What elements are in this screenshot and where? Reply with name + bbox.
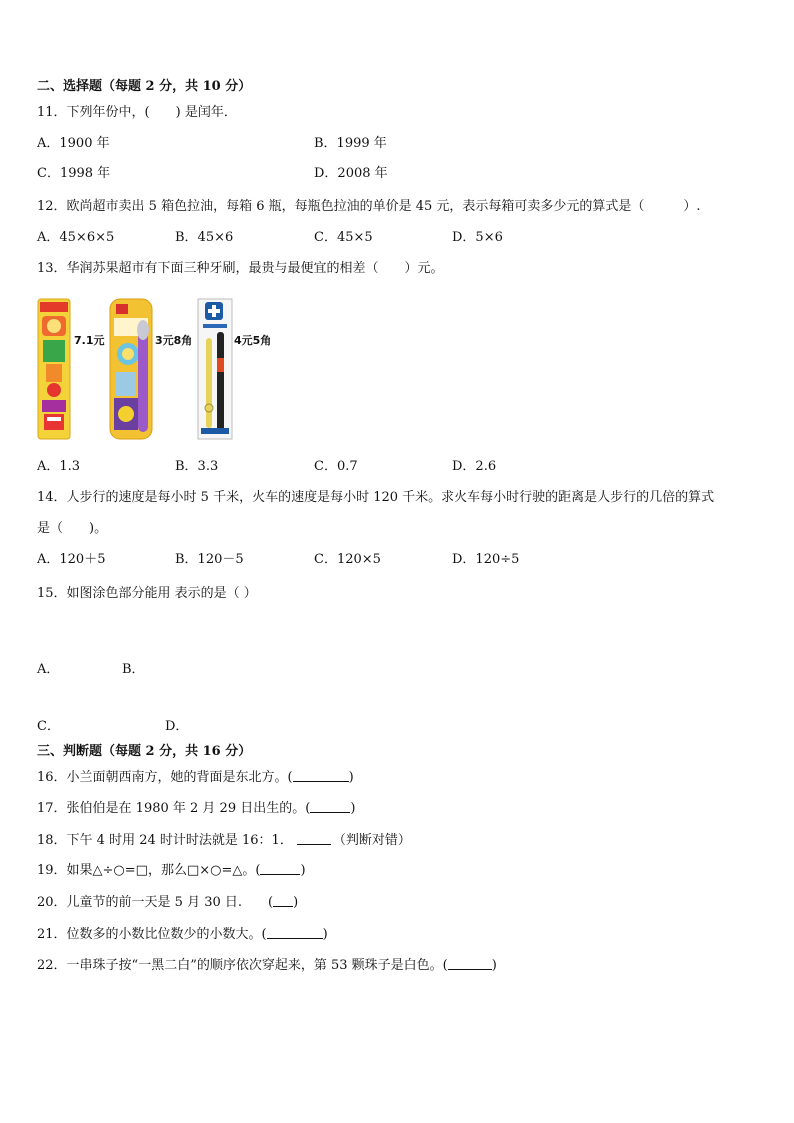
question-19-text: 19．如果△÷○=□，那么□×○=△。( bbox=[37, 863, 261, 878]
q12-option-c: C．45×5 bbox=[314, 230, 373, 245]
q12-option-a: A．45×6×5 bbox=[37, 230, 115, 245]
answer-blank-19[interactable] bbox=[260, 862, 300, 875]
question-19 bbox=[37, 862, 306, 880]
question-20 bbox=[37, 894, 298, 912]
toothbrush-image-3 bbox=[197, 298, 233, 444]
q13-option-a: A．1.3 bbox=[37, 459, 81, 474]
question-19-end: ) bbox=[300, 863, 306, 878]
q12-option-b: B．45×6 bbox=[175, 230, 234, 245]
toothbrush-image-1 bbox=[37, 298, 71, 444]
question-22 bbox=[37, 957, 497, 975]
question-15-stem: 15．如图涂色部分能用 表示的是（ ） bbox=[37, 586, 257, 601]
question-14-stem-line1: 14．人步行的速度是每小时 5 千米，火车的速度是每小时 120 千米。求火车每小时行驶的距离是人步行的几倍的算式 bbox=[37, 490, 715, 505]
q13-option-b: B．3.3 bbox=[175, 459, 219, 474]
q14-option-a: A．120＋5 bbox=[37, 552, 106, 567]
q14-option-b: B．120－5 bbox=[175, 552, 244, 567]
q11-option-b: B．1999 年 bbox=[314, 136, 387, 151]
question-11-stem: 11．下列年份中，( ) 是闰年． bbox=[37, 105, 237, 120]
toothbrush-image-2 bbox=[108, 298, 154, 444]
question-17-text: 17．张伯伯是在 1980 年 2 月 29 日出生的。( bbox=[37, 801, 311, 816]
question-16-end: ) bbox=[348, 770, 354, 785]
section-2-title: 二、选择题（每题 2 分，共 10 分） bbox=[37, 79, 252, 94]
question-17 bbox=[37, 800, 355, 818]
q13-option-c: C．0.7 bbox=[314, 459, 358, 474]
answer-blank-17[interactable] bbox=[310, 800, 350, 813]
q11-option-d: D．2008 年 bbox=[314, 166, 388, 181]
question-18-text: 18．下午 4 时用 24 时计时法就是 16：1． bbox=[37, 833, 293, 848]
question-21 bbox=[37, 926, 328, 944]
q14-option-d: D．120÷5 bbox=[452, 552, 520, 567]
question-16-text: 16．小兰面朝西南方，她的背面是东北方。( bbox=[37, 770, 293, 785]
toothbrush-price-1: 7.1元 bbox=[74, 334, 105, 347]
q15-option-b: B． bbox=[122, 662, 145, 677]
question-12-stem: 12．欧尚超市卖出 5 箱色拉油，每箱 6 瓶，每瓶色拉油的单价是 45 元，表示每箱可卖多少元的算式是（ ）. bbox=[37, 199, 701, 214]
answer-blank-16[interactable] bbox=[293, 769, 349, 782]
question-20-end: ) bbox=[293, 895, 299, 910]
q12-option-d: D．5×6 bbox=[452, 230, 503, 245]
toothbrush-price-3: 4元5角 bbox=[234, 334, 272, 347]
answer-blank-22[interactable] bbox=[448, 957, 492, 970]
question-22-end: ) bbox=[491, 958, 497, 973]
question-17-end: ) bbox=[350, 801, 356, 816]
answer-blank-20[interactable] bbox=[273, 894, 293, 907]
question-16 bbox=[37, 769, 354, 787]
question-13-stem: 13．华润苏果超市有下面三种牙刷，最贵与最便宜的相差（ ）元。 bbox=[37, 261, 444, 276]
q15-option-c: C． bbox=[37, 719, 60, 734]
question-22-text: 22．一串珠子按“一黑二白”的顺序依次穿起来，第 53 颗珠子是白色。( bbox=[37, 958, 448, 973]
q11-option-a: A．1900 年 bbox=[37, 136, 110, 151]
question-21-end: ) bbox=[322, 927, 328, 942]
section-3-title: 三、判断题（每题 2 分，共 16 分） bbox=[37, 744, 252, 759]
toothbrush-price-2: 3元8角 bbox=[155, 334, 193, 347]
q11-option-c: C．1998 年 bbox=[37, 166, 111, 181]
question-21-text: 21．位数多的小数比位数少的小数大。( bbox=[37, 927, 267, 942]
answer-blank-21[interactable] bbox=[267, 926, 323, 939]
question-14-stem-line2: 是（ )。 bbox=[37, 521, 108, 536]
question-20-text: 20．儿童节的前一天是 5 月 30 日. ( bbox=[37, 895, 274, 910]
question-18 bbox=[37, 832, 411, 850]
question-18-end: （判断对错） bbox=[332, 833, 411, 848]
q13-option-d: D．2.6 bbox=[452, 459, 497, 474]
answer-blank-18[interactable] bbox=[297, 832, 331, 845]
q14-option-c: C．120×5 bbox=[314, 552, 381, 567]
q15-option-a: A． bbox=[37, 662, 60, 677]
q15-option-d: D． bbox=[165, 719, 189, 734]
